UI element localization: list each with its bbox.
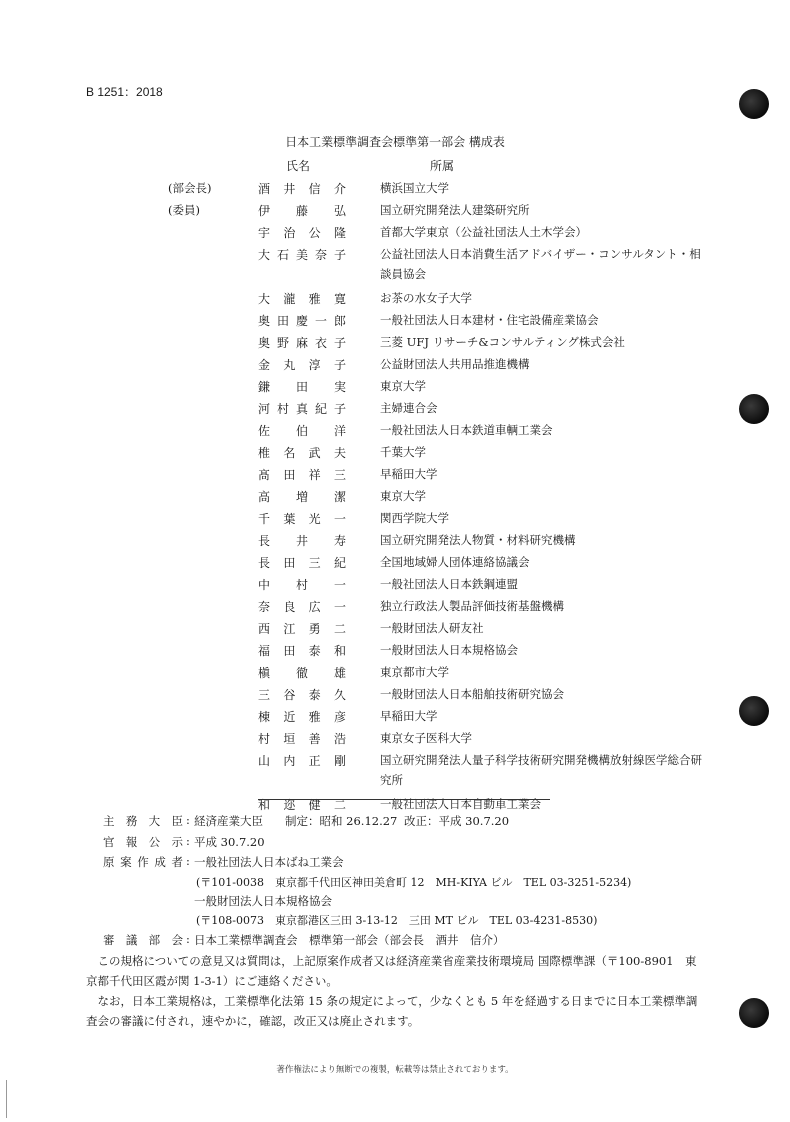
- member-name: 中村一: [258, 578, 346, 592]
- member-name: 槇徹雄: [258, 666, 346, 680]
- minister-label: 主務大臣: [103, 814, 183, 828]
- member-name: 宇治公隆: [258, 226, 346, 240]
- member-affiliation: 一般財団法人日本船舶技術研究協会: [380, 687, 564, 701]
- page-edge-mark: [6, 1080, 7, 1118]
- member-name: 金丸淳子: [258, 358, 346, 372]
- gazette-label: 官報公示: [103, 835, 183, 849]
- member-affiliation: 一般社団法人日本自動車工業会: [380, 797, 541, 811]
- copyright-notice: 著作権法により無断での複製，転載等は禁止されております。: [276, 1065, 514, 1075]
- member-name: 大石美奈子: [258, 248, 346, 262]
- member-name: 奈良広一: [258, 600, 346, 614]
- punch-hole-icon: [739, 394, 769, 424]
- name-column-header: 氏名: [286, 159, 311, 173]
- member-affiliation: 公益財団法人共用品推進機構: [380, 357, 530, 371]
- member-name: 佐伯洋: [258, 424, 346, 438]
- colon: :: [186, 854, 190, 868]
- member-affiliation: 国立研究開発法人物質・材料研究機構: [380, 533, 576, 547]
- drafter-1-name: 一般社団法人日本ばね工業会: [194, 855, 344, 869]
- colon: :: [186, 834, 190, 848]
- member-name: 伊藤弘: [258, 204, 346, 218]
- member-name: 和迩健二: [258, 798, 346, 812]
- minister-value: 経済産業大臣: [194, 814, 263, 828]
- member-affiliation: 関西学院大学: [380, 511, 449, 525]
- enacted-date: 制定：昭和 26.12.27: [285, 814, 398, 828]
- member-affiliation: 公益社団法人日本消費生活アドバイザー・コンサルタント・相談員協会: [380, 247, 701, 281]
- committee-title: 日本工業標準調査会標準第一部会 構成表: [285, 135, 505, 149]
- member-affiliation: 早稲田大学: [380, 709, 438, 723]
- drafter-2-address: (〒108-0073 東京都港区三田 3-13-12 三田 MT ビル TEL 03-4231-8530): [196, 914, 598, 927]
- member-name: 髙田祥三: [258, 468, 346, 482]
- member-name: 椎名武夫: [258, 446, 346, 460]
- member-name: 河村真紀子: [258, 402, 346, 416]
- member-affiliation: 東京大学: [380, 489, 426, 503]
- revised-date: 改正：平成 30.7.20: [404, 814, 510, 828]
- member-role: (部会長): [168, 181, 212, 195]
- member-affiliation: 主婦連合会: [380, 401, 438, 415]
- member-name: 高増潔: [258, 490, 346, 504]
- member-affiliation: 東京女子医科大学: [380, 731, 472, 745]
- member-name: 大瀧雅寛: [258, 292, 346, 306]
- member-name: 棟近雅彦: [258, 710, 346, 724]
- member-affiliation: 一般社団法人日本鉄道車輌工業会: [380, 423, 553, 437]
- colon: :: [186, 813, 190, 827]
- member-affiliation: 千葉大学: [380, 445, 426, 459]
- punch-hole-icon: [739, 696, 769, 726]
- member-name: 奥田慶一郎: [258, 314, 346, 328]
- member-affiliation: 三菱 UFJ リサーチ&コンサルティング株式会社: [380, 335, 625, 349]
- member-name: 村垣善浩: [258, 732, 346, 746]
- member-name: 鎌田実: [258, 380, 346, 394]
- member-affiliation: 首都大学東京（公益社団法人土木学会）: [380, 225, 587, 239]
- member-affiliation: 一般社団法人日本建材・住宅設備産業協会: [380, 313, 599, 327]
- council-value: 日本工業標準調査会 標準第一部会（部会長 酒井 信介）: [194, 933, 505, 947]
- drafter-2-name: 一般財団法人日本規格協会: [194, 894, 332, 908]
- review-paragraph: なお，日本工業規格は，工業標準化法第 15 条の規定によって，少なくとも 5 年を経過する日までに日本工業標準調査会の審議に付され，速やかに，確認，改正又は廃止されます。: [86, 994, 698, 1028]
- council-label: 審議部会: [103, 933, 183, 947]
- member-name: 福田泰和: [258, 644, 346, 658]
- member-name: 千葉光一: [258, 512, 346, 526]
- punch-hole-icon: [739, 998, 769, 1028]
- member-affiliation: 早稲田大学: [380, 467, 438, 481]
- member-role: (委員): [168, 203, 200, 217]
- member-name: 奥野麻衣子: [258, 336, 346, 350]
- drafter-label: 原案作成者: [103, 855, 183, 869]
- member-name: 西江勇二: [258, 622, 346, 636]
- member-name: 長田三紀: [258, 556, 346, 570]
- member-name: 酒井信介: [258, 182, 346, 196]
- drafter-1-address: (〒101-0038 東京都千代田区神田美倉町 12 MH-KIYA ビル TEL 03-3251-5234): [196, 876, 632, 889]
- member-affiliation: 横浜国立大学: [380, 181, 449, 195]
- member-affiliation: 東京都市大学: [380, 665, 449, 679]
- member-name: 長井寿: [258, 534, 346, 548]
- member-affiliation: 一般財団法人日本規格協会: [380, 643, 518, 657]
- member-affiliation: 独立行政法人製品評価技術基盤機構: [380, 599, 564, 613]
- affiliation-column-header: 所属: [430, 159, 455, 173]
- member-list-divider: [258, 799, 550, 800]
- inquiry-paragraph: この規格についての意見又は質問は，上記原案作成者又は経済産業省産業技術環境局 国際標準課（〒100-8901 東京都千代田区霞が関 1-3-1）にご連絡ください。: [86, 954, 697, 988]
- member-affiliation: 一般社団法人日本鉄鋼連盟: [380, 577, 518, 591]
- member-affiliation: 国立研究開発法人量子科学技術研究開発機構放射線医学総合研究所: [380, 753, 702, 787]
- punch-hole-icon: [739, 89, 769, 119]
- colon: :: [186, 932, 190, 946]
- member-name: 山内正剛: [258, 754, 346, 768]
- gazette-value: 平成 30.7.20: [194, 835, 265, 849]
- member-affiliation: お茶の水女子大学: [380, 291, 472, 305]
- member-name: 三谷泰久: [258, 688, 346, 702]
- member-affiliation: 国立研究開発法人建築研究所: [380, 203, 530, 217]
- standard-code: B 1251：2018: [86, 85, 163, 99]
- member-affiliation: 一般財団法人研友社: [380, 621, 484, 635]
- member-affiliation: 東京大学: [380, 379, 426, 393]
- member-affiliation: 全国地域婦人団体連絡協議会: [380, 555, 530, 569]
